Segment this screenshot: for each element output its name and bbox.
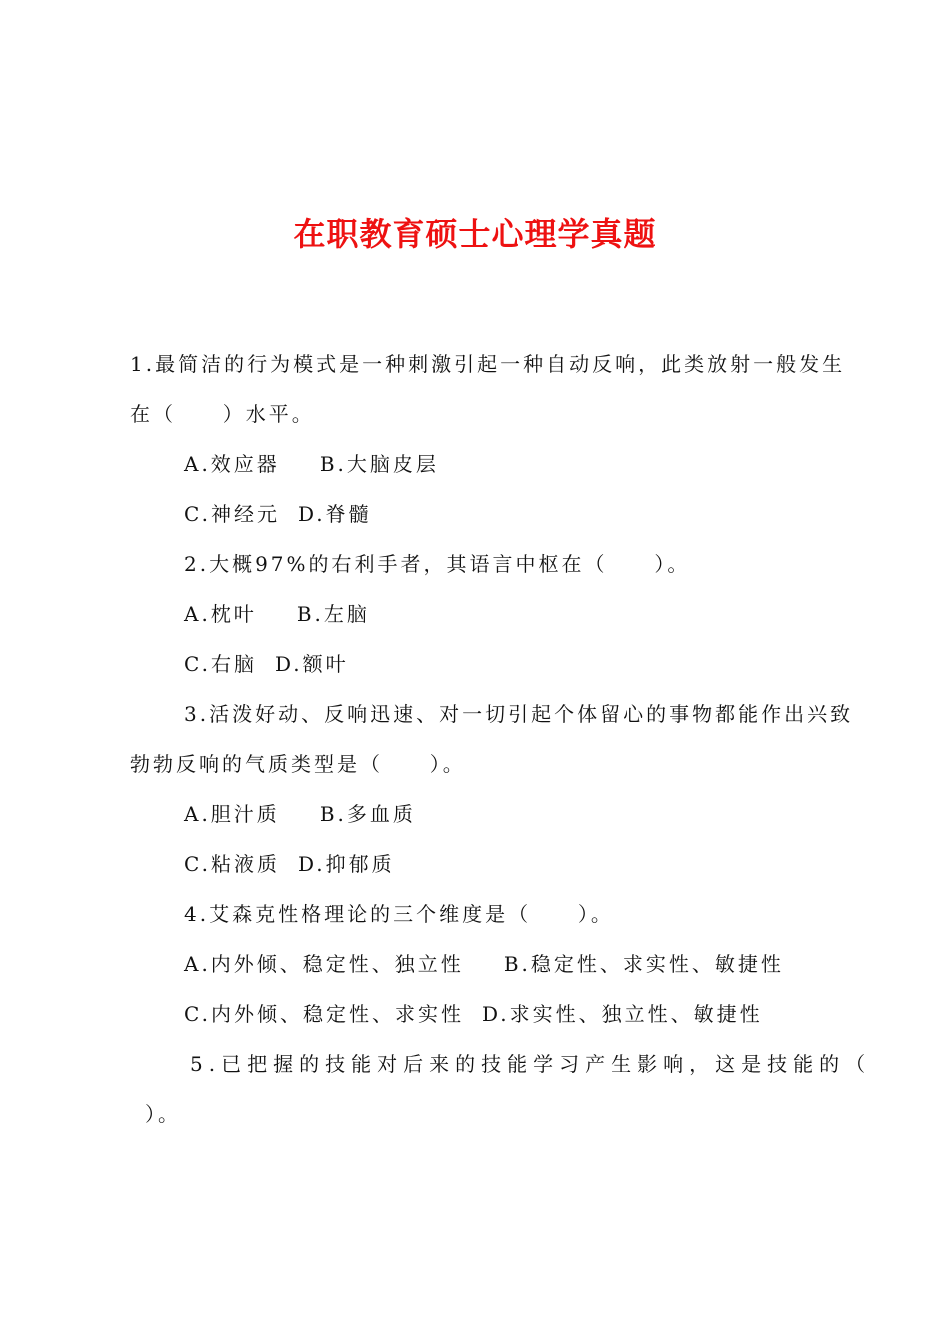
- question-4-stem-line-1: 4.艾森克性格理论的三个维度是（ ）。: [184, 902, 614, 926]
- question-4-option-a: A.内外倾、稳定性、独立性: [184, 952, 464, 976]
- question-2-option-d: D.额叶: [274, 652, 349, 676]
- question-2-stem-line-1: 2.大概97%的右利手者，其语言中枢在（ ）。: [184, 552, 691, 576]
- question-1-stem-line-1: 1.最简洁的行为模式是一种刺激引起一种自动反响，此类放射一般发生: [130, 352, 846, 376]
- question-2-option-c: C.右脑: [184, 652, 257, 676]
- question-1-option-d: D.脊髓: [297, 502, 372, 526]
- question-1-option-c: C.神经元: [184, 502, 280, 526]
- question-2-options-row-1: [184, 600, 370, 628]
- question-3-option-a: A.胆汁质: [184, 802, 280, 826]
- question-1-stem-line-2: 在（ ）水平。: [130, 402, 315, 426]
- question-3-option-c: C.粘液质: [184, 852, 280, 876]
- question-3-stem-line-2: 勃勃反响的气质类型是（ ）。: [130, 752, 466, 776]
- question-2-option-b: B.左脑: [296, 602, 370, 626]
- question-3-option-b: B.多血质: [319, 802, 416, 826]
- question-3-stem-line-1: 3.活泼好动、反响迅速、对一切引起个体留心的事物都能作出兴致: [184, 702, 854, 726]
- question-2-options-row-2: [184, 650, 349, 678]
- question-1-options-row-2: [184, 500, 372, 528]
- document-title: 在职教育硕士心理学真题: [293, 215, 657, 253]
- question-3-option-d: D.抑郁质: [297, 852, 395, 876]
- question-2-option-a: A.枕叶: [184, 602, 257, 626]
- question-4-options-row-1: [184, 950, 784, 978]
- question-1-option-b: B.大脑皮层: [319, 452, 439, 476]
- question-5-stem-line-1: 5.已把握的技能对后来的技能学习产生影响，这是技能的（: [190, 1052, 872, 1076]
- question-4-option-c: C.内外倾、稳定性、求实性: [184, 1002, 464, 1026]
- question-4-option-b: B.稳定性、求实性、敏捷性: [503, 952, 784, 976]
- question-3-options-row-2: [184, 850, 395, 878]
- question-5-stem-line-2: ）。: [145, 1102, 181, 1126]
- question-3-options-row-1: [184, 800, 416, 828]
- question-1-option-a: A.效应器: [184, 452, 280, 476]
- question-4-options-row-2: [184, 1000, 763, 1028]
- question-1-options-row-1: [184, 450, 439, 478]
- question-4-option-d: D.求实性、独立性、敏捷性: [481, 1002, 763, 1026]
